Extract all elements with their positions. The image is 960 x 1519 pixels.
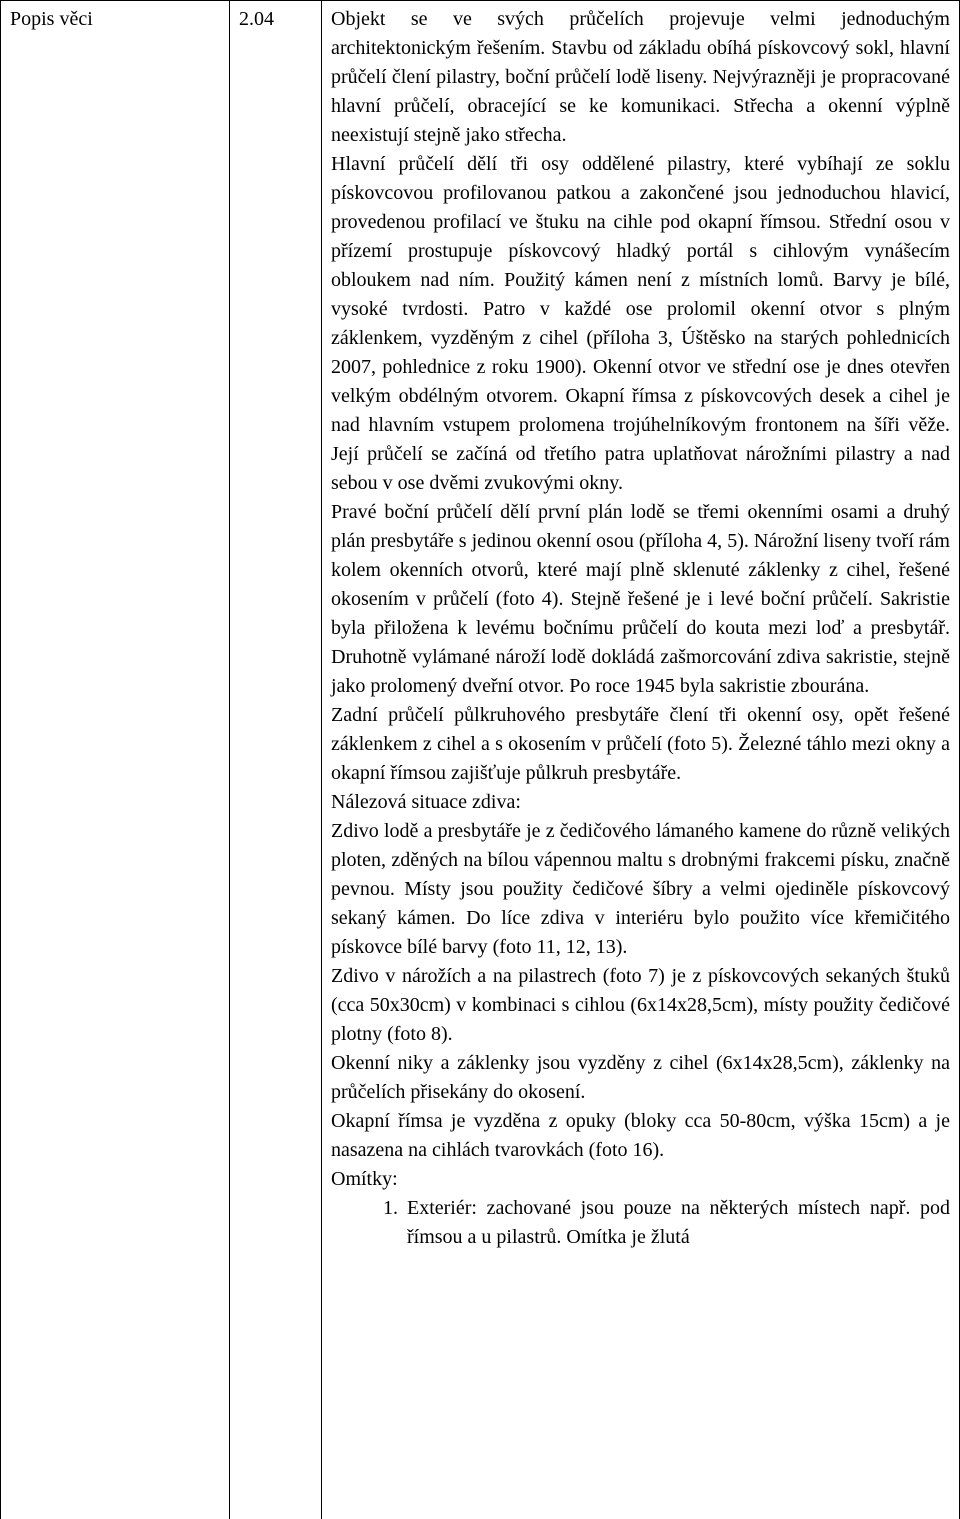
column-divider-1 — [229, 0, 230, 1519]
row-code: 2.04 — [239, 8, 274, 30]
section-heading: Omítky: — [331, 1168, 398, 1190]
paragraph: Okenní niky a záklenky jsou vyzděny z cihel (6x14x28,5cm), záklenky na průčelích přisekány do okosení. — [331, 1052, 950, 1103]
paragraph: Okapní římsa je vyzděna z opuky (bloky cca 50-80cm, výška 15cm) a je nasazena na cihlách tvarovkách (foto 16). — [331, 1110, 950, 1161]
paragraph: Objekt se ve svých průčelích projevuje velmi jednoduchým architektonickým řešením. Stavbu od základu obíhá pískovcový sokl, hlavní průčelí člení pilastry, boční průčelí lodě liseny. Nejvýrazněji je propracované hlavní průčelí, obracející se ke komunikaci. Střecha a okenní výplně neexistují stejně jako střecha. — [331, 8, 950, 146]
paragraph: Zdivo lodě a presbytáře je z čedičového lámaného kamene do různě velikých ploten, zděných na bílou vápennou maltu s drobnými frakcemi písku, značně pevnou. Místy jsou použity čedičové šíbry a velmi ojediněle pískovcový sekaný kámen. Do líce zdiva v interiéru bylo použito více křemičitého pískovce bílé barvy (foto 11, 12, 13). — [331, 820, 950, 958]
row-content — [331, 5, 950, 1252]
numbered-list — [331, 1194, 950, 1252]
table-left-border — [0, 0, 1, 1519]
column-divider-2 — [321, 0, 322, 1519]
paragraph: Hlavní průčelí dělí tři osy oddělené pilastry, které vybíhají ze soklu pískovcovou profilovanou patkou a zakončené jsou jednoduchou hlavicí, provedenou profilací ve štuku na cihle pod okapní římsou. Střední osou v přízemí prostupuje pískovcový hladký portál s cihlovým vynášecím obloukem nad ním. Použitý kámen není z místních lomů. Barvy je bílé, vysoké tvrdosti. Patro v každé ose prolomil okenní otvor s plným záklenkem, vyzděným z cihel (příloha 3, Úštěsko na starých pohlednicích 2007, pohlednice z roku 1900). Okenní otvor ve střední ose je dnes otevřen velkým obdélným otvorem. Okapní římsa z pískovcových desek a cihel je nad hlavním vstupem prolomena trojúhelníkovým frontonem na šíři věže. Její průčelí se začíná od třetího patra uplatňovat nárožními pilastry a nad sebou v ose dvěmi zvukovými okny. — [331, 153, 950, 494]
row-label: Popis věci — [10, 8, 93, 30]
paragraph: Pravé boční průčelí dělí první plán lodě se třemi okenními osami a druhý plán presbytáře s jedinou okenní osou (příloha 4, 5). Nárožní liseny tvoří rám kolem okenních otvorů, které mají plně sklenuté záklenky z cihel, řešené okosením v průčelí (foto 4). Stejně řešené je i levé boční průčelí. Sakristie byla přiložena k levému bočnímu průčelí do kouta mezi loď a presbytář. Druhotně vylámané nároží lodě dokládá zašmorcování zdiva sakristie, stejně jako prolomený dveřní otvor. Po roce 1945 byla sakristie zbourána. — [331, 501, 950, 697]
table-top-border — [0, 0, 960, 1]
paragraph: Zadní průčelí půlkruhového presbytáře člení tři okenní osy, opět řešené záklenkem z cihel a s okosením v průčelí (foto 5). Železné táhlo mezi okny a okapní římsou zajišťuje půlkruh presbytáře. — [331, 704, 950, 784]
list-item: 1. Exteriér: zachované jsou pouze na některých místech např. pod římsou a u pilastrů. Omítka je žlutá — [403, 1194, 950, 1252]
paragraph: Zdivo v nárožích a na pilastrech (foto 7) je z pískovcových sekaných štuků (cca 50x30cm) v kombinaci s cihlou (6x14x28,5cm), místy použity čedičové plotny (foto 8). — [331, 965, 950, 1045]
section-heading: Nálezová situace zdiva: — [331, 791, 521, 813]
